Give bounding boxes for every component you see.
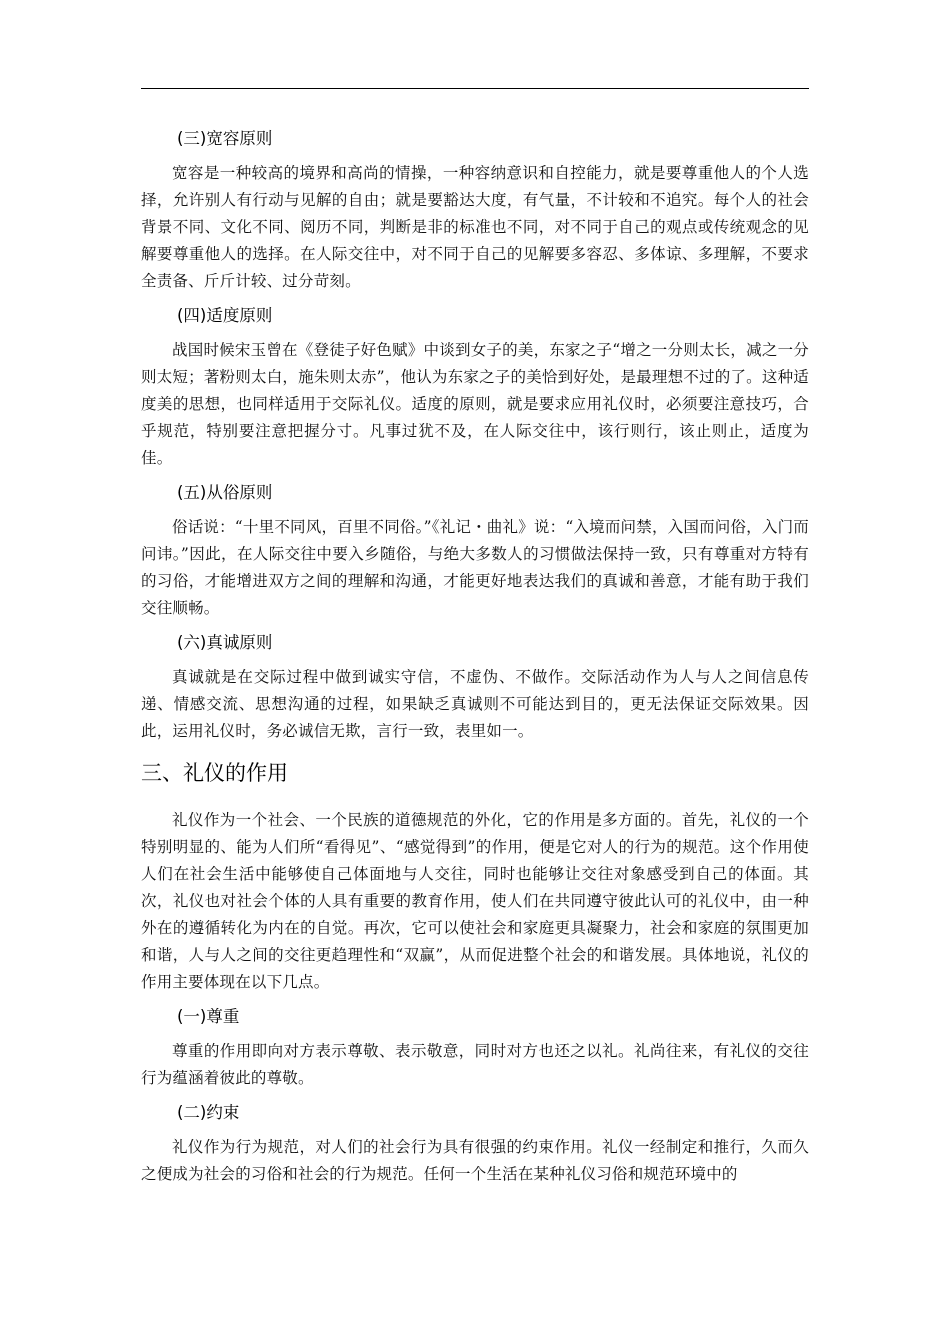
paragraph-respect: 尊重的作用即向对方表示尊敬、表示敬意，同时对方也还之以礼。礼尚往来，有礼仪的交往行为蕴涵着彼此的尊敬。 (141, 1042, 809, 1087)
heading-custom-principle: (五)从俗原则 (177, 483, 273, 502)
header-rule (141, 88, 809, 89)
heading-respect: (一)尊重 (177, 1007, 240, 1026)
paragraph-sincerity: 真诚就是在交际过程中做到诚实守信，不虚伪、不做作。交际活动作为人与人之间信息传递、情感交流、思想沟通的过程，如果缺乏真诚则不可能达到目的，更无法保证交际效果。因此，运用礼仪时，务必诚信无欺，言行一致，表里如一。 (141, 668, 809, 740)
paragraph-constraint: 礼仪作为行为规范，对人们的社会行为具有很强的约束作用。礼仪一经制定和推行，久而久之便成为社会的习俗和社会的行为规范。任何一个生活在某种礼仪习俗和规范环境中的 (141, 1138, 809, 1183)
heading-constraint: (二)约束 (177, 1103, 240, 1122)
heading-moderation-principle: (四)适度原则 (177, 306, 273, 325)
chapter-title: 三、礼仪的作用 (141, 761, 288, 785)
page-content (141, 124, 809, 1194)
paragraph-custom: 俗话说：“十里不同风，百里不同俗。”《礼记・曲礼》说：“入境而问禁，入国而问俗，入门而问讳。”因此，在人际交往中要入乡随俗，与绝大多数人的习惯做法保持一致，只有尊重对方特有的习俗，才能增进双方之间的理解和沟通，才能更好地表达我们的真诚和善意，才能有助于我们交往顺畅。 (141, 518, 809, 617)
paragraph-chapter-intro: 礼仪作为一个社会、一个民族的道德规范的外化，它的作用是多方面的。首先，礼仪的一个特别明显的、能为人们所“看得见”、“感觉得到”的作用，便是它对人的行为的规范。这个作用使人们在社会生活中能够使自己体面地与人交往，同时也能够让交往对象感受到自己的体面。其次，礼仪也对社会个体的人具有重要的教育作用，使人们在共同遵守彼此认可的礼仪中，由一种外在的遵循转化为内在的自觉。再次，它可以使社会和家庭更具凝聚力，社会和家庭的氛围更加和谐，人与人之间的交往更趋理性和“双赢”，从而促进整个社会的和谐发展。具体地说，礼仪的作用主要体现在以下几点。 (141, 811, 809, 991)
paragraph-moderation: 战国时候宋玉曾在《登徒子好色赋》中谈到女子的美，东家之子“增之一分则太长，减之一分则太短；著粉则太白，施朱则太赤”，他认为东家之子的美恰到好处，是最理想不过的了。这种适度美的思想，也同样适用于交际礼仪。适度的原则，就是要求应用礼仪时，必须要注意技巧，合乎规范，特别要注意把握分寸。凡事过犹不及，在人际交往中，该行则行，该止则止，适度为佳。 (141, 341, 809, 467)
heading-tolerance-principle: (三)宽容原则 (177, 129, 273, 148)
paragraph-tolerance: 宽容是一种较高的境界和高尚的情操，一种容纳意识和自控能力，就是要尊重他人的个人选择，允许别人有行动与见解的自由；就是要豁达大度，有气量，不计较和不追究。每个人的社会背景不同、文化不同、阅历不同，判断是非的标准也不同，对不同于自己的观点或传统观念的见解要尊重他人的选择。在人际交往中，对不同于自己的见解要多容忍、多体谅、多理解，不要求全责备、斤斤计较、过分苛刻。 (141, 164, 809, 290)
heading-sincerity-principle: (六)真诚原则 (177, 633, 273, 652)
